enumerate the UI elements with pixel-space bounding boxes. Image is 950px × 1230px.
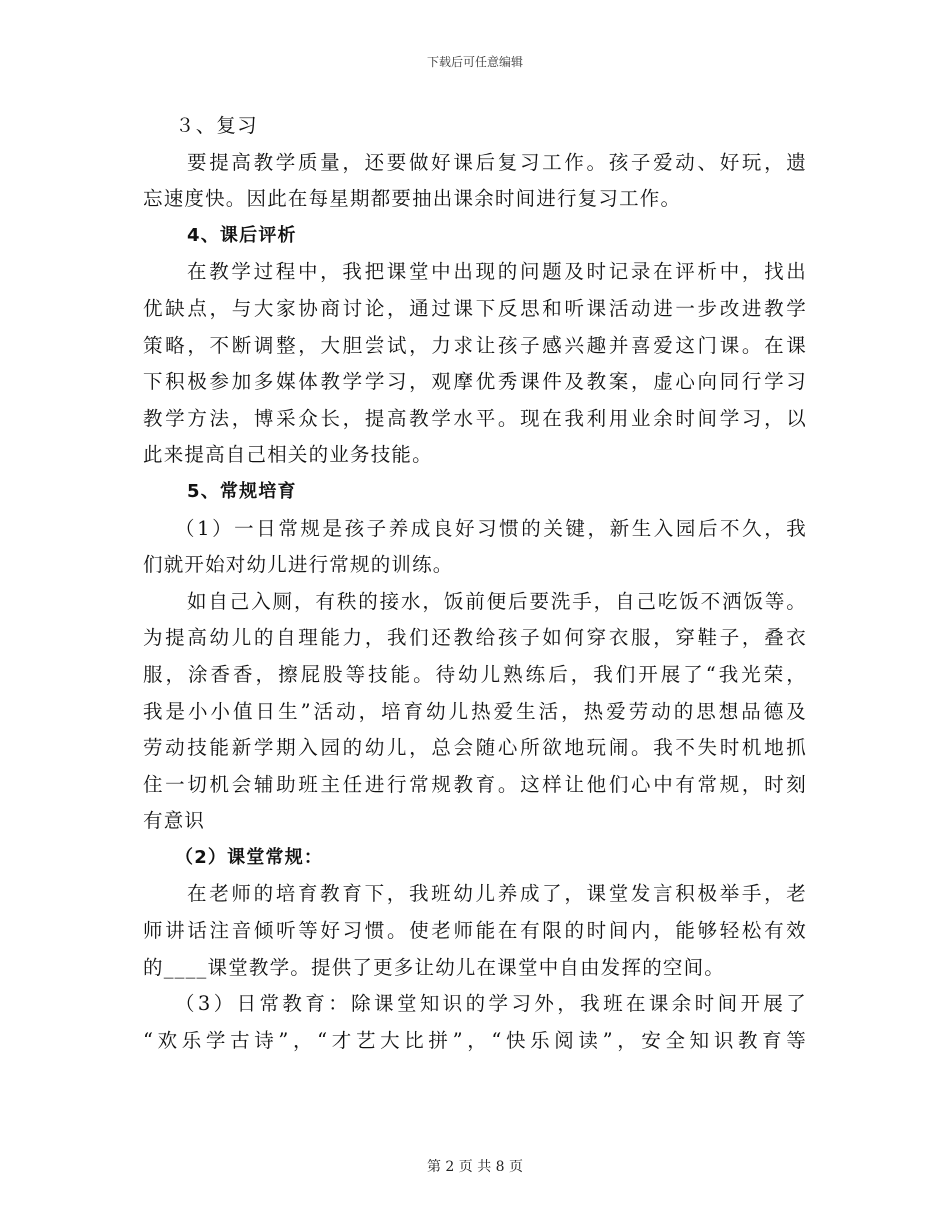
paragraph-line: 们就开始对幼儿进行常规的训练。 <box>143 553 454 577</box>
paragraph-line: （3）日常教育：除课堂知识的学习外，我班在课余时间开展了 <box>175 992 807 1016</box>
paragraph-line: 优缺点，与大家协商讨论，通过课下反思和听课活动进一步改进教学 <box>143 296 807 320</box>
page-header: 下载后可任意编辑 <box>426 55 523 69</box>
paragraph-line: 忘速度快。因此在每星期都要抽出课余时间进行复习工作。 <box>143 187 682 211</box>
section-heading-review: ３、复习 <box>175 114 258 137</box>
paragraph-line: 教学方法，博采众长，提高教学水平。现在我利用业余时间学习，以 <box>143 406 807 430</box>
paragraph-line: 的____课堂教学。提供了更多让幼儿在课堂中自由发挥的空间。 <box>143 955 726 979</box>
paragraph-line: 在教学过程中，我把课堂中出现的问题及时记录在评析中，找出 <box>187 260 807 284</box>
paragraph-line: 策略，不断调整，大胆尝试，力求让孩子感兴趣并喜爱这门课。在课 <box>143 333 807 357</box>
paragraph-line: 师讲话注音倾听等好习惯。使老师能在有限的时间内，能够轻松有效 <box>143 919 807 943</box>
paragraph-line: 下积极参加多媒体教学学习，观摩优秀课件及教案，虚心向同行学习 <box>143 370 807 394</box>
section-heading-routine: 5、常规培育 <box>187 480 297 502</box>
paragraph-line: “欢乐学古诗”，“才艺大比拼”，“快乐阅读”，安全知识教育等 <box>143 1028 807 1052</box>
paragraph-line: 要提高教学质量，还要做好课后复习工作。孩子爱动、好玩，遗 <box>187 150 807 174</box>
paragraph-line: 劳动技能新学期入园的幼儿，总会随心所欲地玩闹。我不失时机地抓 <box>143 736 807 760</box>
page-footer: 第 2 页 共 8 页 <box>426 1159 524 1175</box>
subsection-heading-classroom: （2）课堂常规： <box>175 846 324 868</box>
paragraph-line: （1）一日常规是孩子养成良好习惯的关键，新生入园后不久，我 <box>175 516 807 540</box>
document-body <box>143 108 807 1059</box>
paragraph-line: 如自己入厕，有秩的接水，饭前便后要洗手，自己吃饭不洒饭等。 <box>187 589 807 613</box>
paragraph-line: 有意识 <box>143 809 206 833</box>
paragraph-line: 在老师的培育教育下，我班幼儿养成了，课堂发言积极举手，老 <box>187 882 807 906</box>
paragraph-line: 此来提高自己相关的业务技能。 <box>143 443 433 467</box>
paragraph-line: 为提高幼儿的自理能力，我们还教给孩子如何穿衣服，穿鞋子，叠衣 <box>143 626 807 650</box>
paragraph-line: 我是小小值日生”活动，培育幼儿热爱生活，热爱劳动的思想品德及 <box>143 699 807 723</box>
paragraph-line: 住一切机会辅助班主任进行常规教育。这样让他们心中有常规，时刻 <box>143 772 807 796</box>
paragraph-line: 服，涂香香，擦屁股等技能。待幼儿熟练后，我们开展了“我光荣， <box>143 662 807 686</box>
section-heading-evaluation: 4、课后评析 <box>187 224 297 246</box>
